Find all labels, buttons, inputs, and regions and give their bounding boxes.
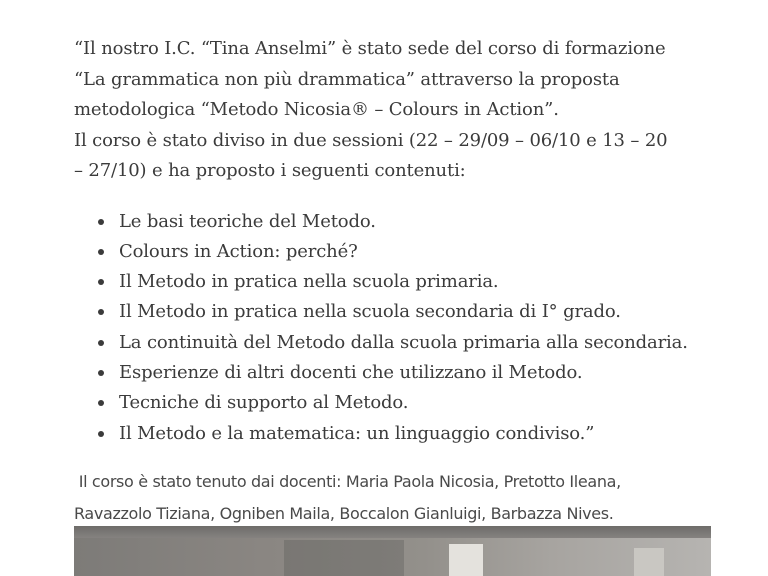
photo-light-panel bbox=[634, 548, 664, 576]
bullet-icon bbox=[98, 309, 104, 315]
list-item bbox=[74, 358, 734, 388]
list-item bbox=[74, 419, 734, 449]
intro-line: “La grammatica non più drammatica” attraverso la proposta bbox=[74, 68, 620, 90]
bullet-icon bbox=[98, 249, 104, 255]
intro-line: “Il nostro I.C. “Tina Anselmi” è stato sede del corso di formazione bbox=[74, 38, 666, 59]
teachers-paragraph bbox=[74, 466, 734, 530]
bullet-icon bbox=[98, 219, 104, 225]
list-item-text: Colours in Action: perché? bbox=[119, 240, 358, 262]
list-item-text: Tecniche di supporto al Metodo. bbox=[119, 392, 409, 414]
photo-wall-band bbox=[74, 526, 711, 538]
list-item-text: Il Metodo e la matematica: un linguaggio condiviso.” bbox=[119, 422, 595, 444]
list-item-text: Il Metodo in pratica nella scuola primaria. bbox=[119, 271, 499, 293]
bullet-icon bbox=[98, 340, 104, 346]
list-item bbox=[74, 237, 734, 267]
teachers-line: Il corso è stato tenuto dai docenti: Maria Paola Nicosia, Pretotto Ileana, bbox=[74, 471, 621, 491]
list-item-text: Il Metodo in pratica nella scuola secondaria di I° grado. bbox=[119, 301, 621, 323]
photo-light-panel bbox=[449, 544, 483, 576]
list-item bbox=[74, 388, 734, 418]
intro-line: Il corso è stato diviso in due sessioni (22 – 29/09 – 06/10 e 13 – 20 bbox=[74, 129, 668, 151]
article-photo bbox=[74, 526, 711, 576]
intro-line: metodologica “Metodo Nicosia® – Colours in Action”. bbox=[74, 99, 559, 120]
topics-list bbox=[74, 207, 734, 449]
list-item bbox=[74, 297, 734, 327]
list-item bbox=[74, 207, 734, 237]
article-body bbox=[74, 34, 734, 530]
intro-line: – 27/10) e ha proposto i seguenti contenuti: bbox=[74, 160, 466, 181]
bullet-icon bbox=[98, 370, 104, 376]
list-item-text: La continuità del Metodo dalla scuola primaria alla secondaria. bbox=[119, 331, 688, 353]
list-item-text: Le basi teoriche del Metodo. bbox=[119, 210, 376, 232]
list-item bbox=[74, 267, 734, 297]
list-item bbox=[74, 328, 734, 358]
photo-shadow-area bbox=[284, 540, 404, 576]
bullet-icon bbox=[98, 431, 104, 437]
list-item-text: Esperienze di altri docenti che utilizzano il Metodo. bbox=[119, 361, 583, 383]
bullet-icon bbox=[98, 279, 104, 285]
intro-paragraph bbox=[74, 34, 734, 187]
bullet-icon bbox=[98, 400, 104, 406]
teachers-line: Ravazzolo Tiziana, Ogniben Maila, Boccalon Gianluigi, Barbazza Nives. bbox=[74, 503, 614, 523]
